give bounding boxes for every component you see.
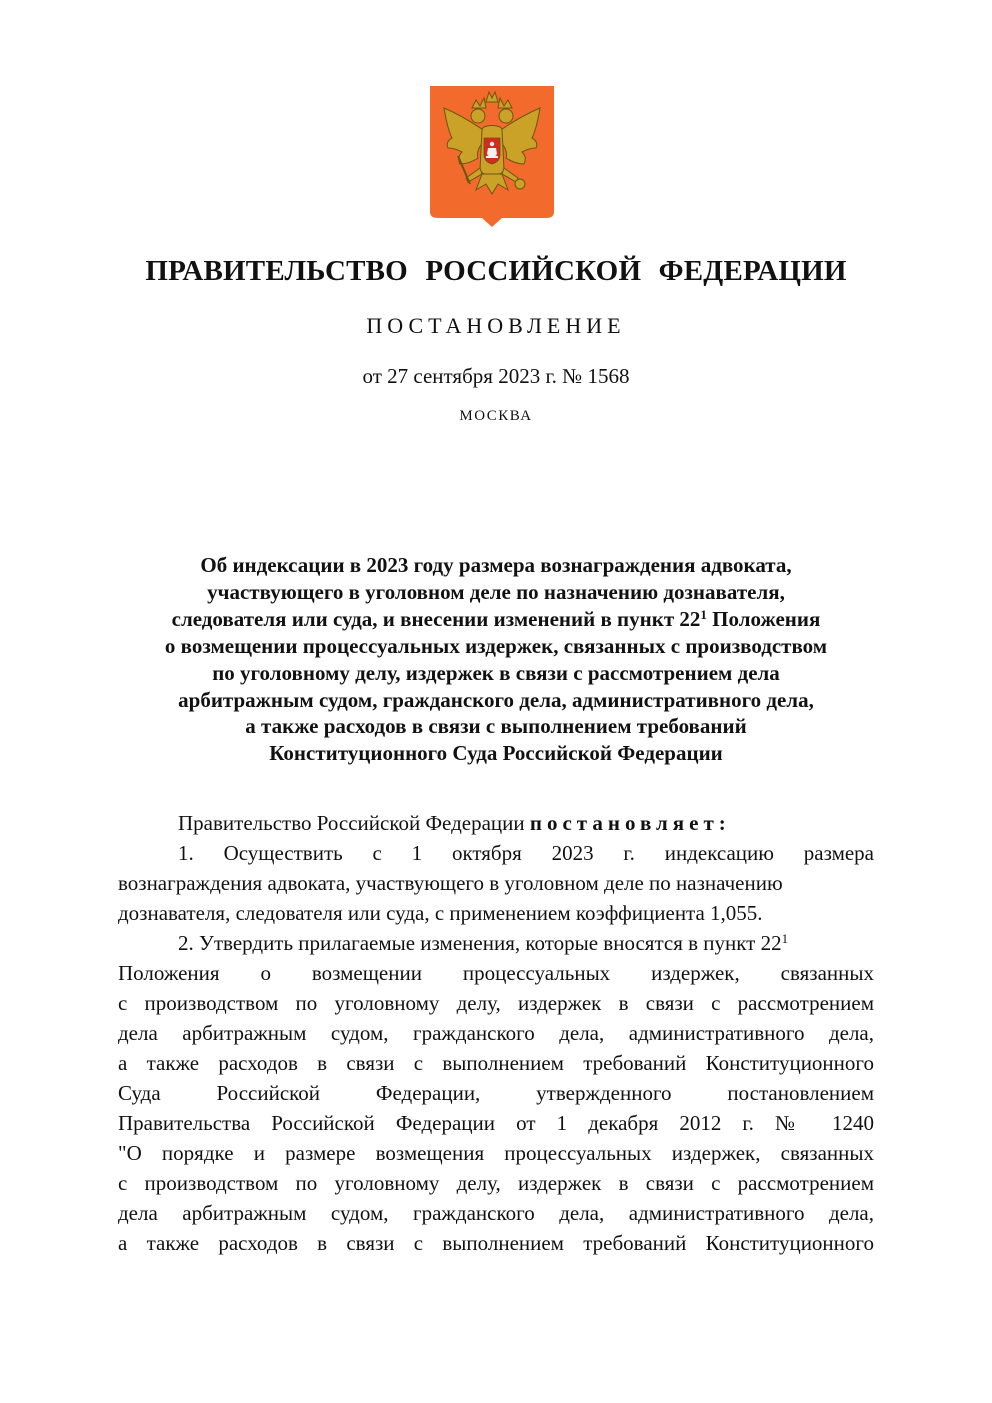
document-body xyxy=(118,808,874,1258)
subject-line: арбитражным судом, гражданского дела, административного дела, xyxy=(178,687,814,712)
preamble xyxy=(118,808,874,838)
preamble-text: Правительство Российской Федерации xyxy=(178,811,530,835)
russian-coat-of-arms-icon xyxy=(428,86,556,228)
paragraph-2-first-text: 2. Утвердить прилагаемые изменения, которые вносятся в пункт 22 xyxy=(178,931,782,955)
subject-line: Конституционного Суда Российской Федерации xyxy=(269,741,723,766)
subject-line: участвующего в уголовном деле по назначению дознавателя, xyxy=(207,579,785,604)
subject-line: по уголовному делу, издержек в связи с рассмотрением дела xyxy=(212,660,780,685)
subject-line: о возмещении процессуальных издержек, связанных с производством xyxy=(164,633,828,658)
subject-line: Об индексации в 2023 году размера вознаграждения адвоката, xyxy=(200,553,792,577)
paragraph-2-line: с производством по уголовному делу, издержек в связи с рассмотрением xyxy=(118,1171,874,1195)
paragraph-1-line: дознавателя, следователя или суда, с применением коэффициента 1,055. xyxy=(118,901,763,925)
paragraph-2-line: а также расходов в связи с выполнением требований Конституционного xyxy=(118,1231,874,1255)
paragraph-2-line: а также расходов в связи с выполнением требований Конституционного xyxy=(118,1051,874,1075)
subject-line-text: следователя или суда, и внесении изменений в пункт 22 xyxy=(171,606,701,631)
paragraph-2-line xyxy=(118,928,874,958)
subject-superscript: 1 xyxy=(700,606,707,622)
paragraph-2-line: Положения о возмещении процессуальных издержек, связанных xyxy=(118,961,874,985)
government-title: ПРАВИТЕЛЬСТВО РОССИЙСКОЙ ФЕДЕРАЦИИ xyxy=(145,255,847,287)
document-type: ПОСТАНОВЛЕНИЕ xyxy=(366,313,626,338)
paragraph-2-line: дела арбитражным судом, гражданского дела, административного дела, xyxy=(118,1021,874,1045)
paragraph-1-line: вознаграждения адвоката, участвующего в уголовном деле по назначению xyxy=(118,871,783,895)
document-subject xyxy=(100,552,892,767)
paragraph-2-line: дела арбитражным судом, гражданского дела, административного дела, xyxy=(118,1201,874,1225)
subject-line: а также расходов в связи с выполнением требований xyxy=(245,714,747,739)
preamble-verb: постановляет: xyxy=(529,811,731,835)
paragraph-2-line: Правительства Российской Федерации от 1 декабря 2012 г. № 1240 xyxy=(118,1111,874,1135)
paragraph-2-line: с производством по уголовному делу, издержек в связи с рассмотрением xyxy=(118,991,874,1015)
paragraph-2-superscript: 1 xyxy=(781,931,789,946)
paragraph-2-line: Суда Российской Федерации, утвержденного постановлением xyxy=(118,1081,874,1105)
document-city: МОСКВА xyxy=(459,408,533,424)
subject-line xyxy=(100,606,892,633)
subject-line-tail: Положения xyxy=(706,606,821,631)
paragraph-2-line: "О порядке и размере возмещения процессуальных издержек, связанных xyxy=(118,1141,874,1165)
document-date-number: от 27 сентября 2023 г. № 1568 xyxy=(362,364,630,388)
paragraph-1-line: 1. Осуществить с 1 октября 2023 г. индексацию размера xyxy=(178,841,874,865)
